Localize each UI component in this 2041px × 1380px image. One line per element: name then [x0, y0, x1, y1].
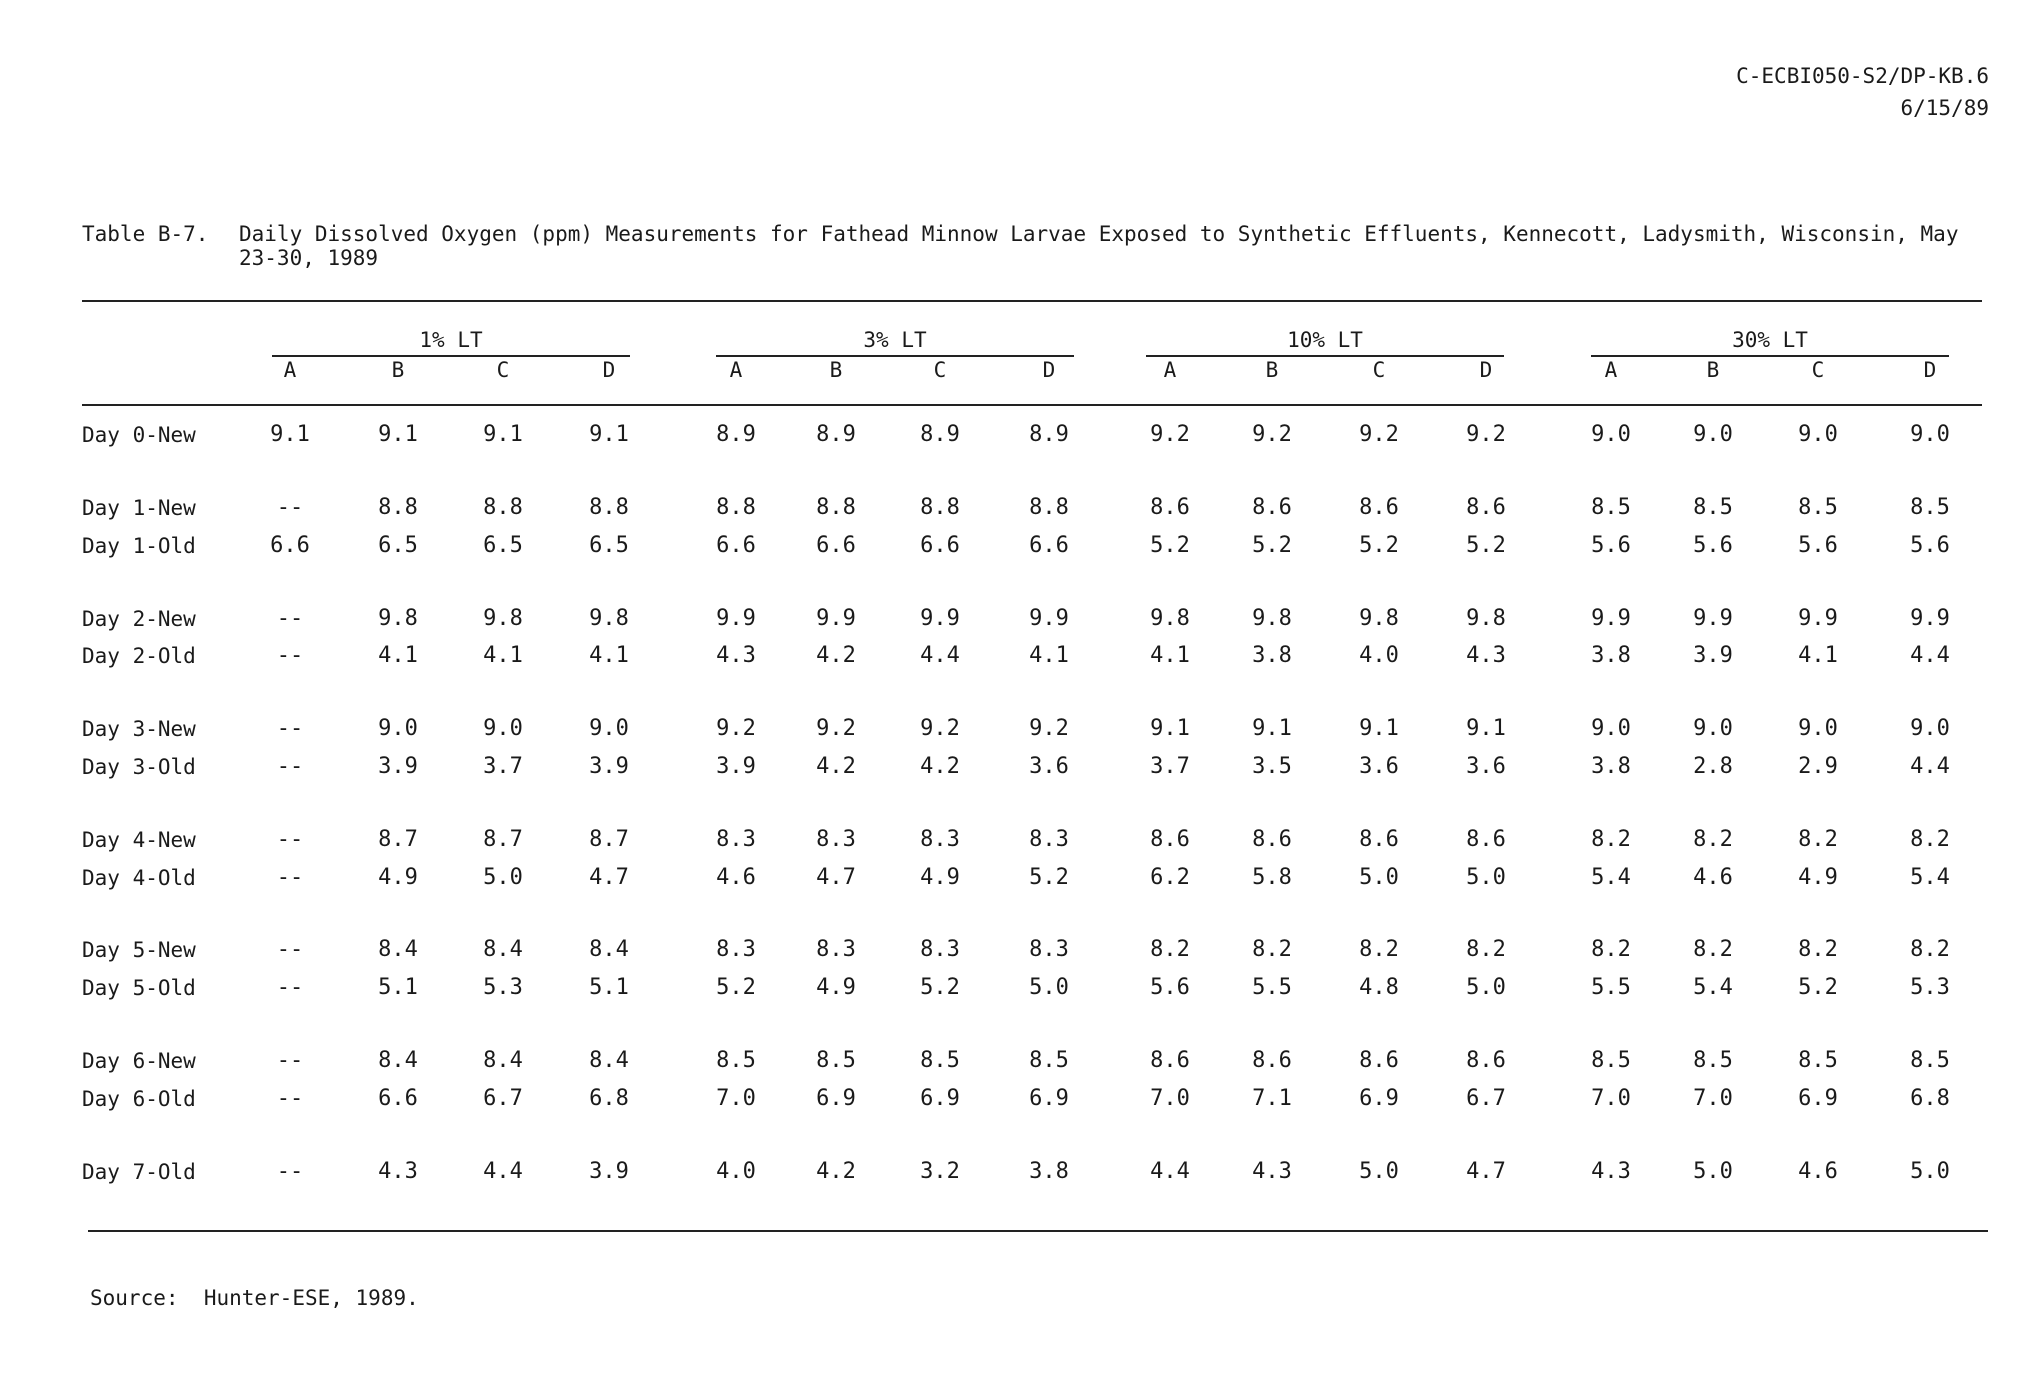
table-cell: 9.2	[1466, 422, 1506, 447]
table-cell: 4.9	[816, 975, 856, 1000]
table-cell: 8.8	[920, 495, 960, 520]
table-cell: 8.8	[716, 495, 756, 520]
table-cell: 8.2	[1150, 937, 1190, 962]
table-cell: --	[276, 827, 304, 852]
table-cell: 8.6	[1466, 827, 1506, 852]
table-cell: 6.2	[1150, 865, 1190, 890]
table-cell: 3.7	[483, 754, 523, 779]
table-cell: 8.5	[1910, 1048, 1950, 1073]
row-label: Day 6-New	[82, 1049, 196, 1073]
table-cell: 9.8	[589, 606, 629, 631]
table-cell: 4.7	[816, 865, 856, 890]
table-cell: 8.2	[1591, 827, 1631, 852]
table-cell: 9.0	[1591, 422, 1631, 447]
table-cell: 9.0	[483, 716, 523, 741]
table-cell: 8.4	[483, 1048, 523, 1073]
row-label: Day 5-New	[82, 938, 196, 962]
table-cell: 3.9	[589, 754, 629, 779]
table-cell: 9.8	[1252, 606, 1292, 631]
table-cell: 8.2	[1910, 827, 1950, 852]
table-cell: 8.4	[589, 937, 629, 962]
table-cell: 5.6	[1693, 533, 1733, 558]
table-cell: 6.6	[716, 533, 756, 558]
table-cell: 5.0	[1359, 865, 1399, 890]
table-cell: 6.9	[1798, 1086, 1838, 1111]
table-cell: 7.0	[716, 1086, 756, 1111]
column-header: C	[496, 358, 510, 382]
table-cell: 8.3	[920, 827, 960, 852]
table-cell: 8.2	[1798, 937, 1838, 962]
table-cell: 5.6	[1150, 975, 1190, 1000]
table-cell: 4.2	[816, 754, 856, 779]
group-label: 30% LT	[1732, 328, 1808, 352]
table-cell: 8.6	[1466, 495, 1506, 520]
table-cell: 6.6	[1029, 533, 1069, 558]
row-label: Day 3-New	[82, 717, 196, 741]
table-cell: 3.6	[1359, 754, 1399, 779]
table-cell: 9.8	[483, 606, 523, 631]
table-cell: --	[276, 1086, 304, 1111]
table-cell: 4.9	[1798, 865, 1838, 890]
group-label: 1% LT	[419, 328, 483, 352]
table-cell: 4.2	[920, 754, 960, 779]
table-cell: 4.7	[589, 865, 629, 890]
table-cell: 8.2	[1252, 937, 1292, 962]
table-cell: 5.0	[483, 865, 523, 890]
table-cell: 6.8	[1910, 1086, 1950, 1111]
table-cell: --	[276, 937, 304, 962]
table-cell: 8.7	[483, 827, 523, 852]
table-cell: 9.9	[716, 606, 756, 631]
table-cell: 8.4	[378, 1048, 418, 1073]
table-cell: 4.4	[1910, 754, 1950, 779]
table-cell: --	[276, 495, 304, 520]
table-cell: 8.5	[716, 1048, 756, 1073]
table-cell: 9.0	[1798, 716, 1838, 741]
table-cell: 5.2	[1252, 533, 1292, 558]
table-cell: 9.0	[1693, 716, 1733, 741]
table-cell: 9.2	[920, 716, 960, 741]
table-cell: 4.6	[716, 865, 756, 890]
table-cell: 9.2	[1252, 422, 1292, 447]
row-label: Day 1-Old	[82, 534, 196, 558]
table-cell: 5.5	[1591, 975, 1631, 1000]
table-cell: 9.0	[589, 716, 629, 741]
table-cell: 8.5	[1910, 495, 1950, 520]
table-cell: 3.8	[1591, 754, 1631, 779]
table-cell: 8.5	[920, 1048, 960, 1073]
table-cell: 8.8	[483, 495, 523, 520]
row-label: Day 6-Old	[82, 1087, 196, 1111]
table-cell: 4.4	[920, 643, 960, 668]
table-cell: 8.9	[1029, 422, 1069, 447]
table-cell: 8.5	[1798, 1048, 1838, 1073]
table-cell: 6.7	[483, 1086, 523, 1111]
source-label: Source:	[90, 1286, 179, 1310]
table-cell: 8.5	[816, 1048, 856, 1073]
table-cell: --	[276, 1048, 304, 1073]
table-cell: 9.0	[1693, 422, 1733, 447]
table-cell: 9.9	[1798, 606, 1838, 631]
table-cell: 9.1	[378, 422, 418, 447]
column-header: D	[1042, 358, 1056, 382]
table-cell: 8.6	[1359, 495, 1399, 520]
row-label: Day 0-New	[82, 423, 196, 447]
table-cell: 9.2	[1150, 422, 1190, 447]
table-cell: 4.2	[816, 1159, 856, 1184]
document-date: 6/15/89	[1900, 96, 1989, 120]
table-cell: 5.2	[1359, 533, 1399, 558]
table-cell: 9.0	[1798, 422, 1838, 447]
column-header: A	[729, 358, 743, 382]
table-cell: 5.5	[1252, 975, 1292, 1000]
group-header	[1146, 328, 1504, 352]
table-cell: 3.8	[1029, 1159, 1069, 1184]
table-cell: 6.9	[1359, 1086, 1399, 1111]
table-cell: 8.2	[1466, 937, 1506, 962]
table-cell: 5.0	[1466, 865, 1506, 890]
table-cell: 4.3	[1591, 1159, 1631, 1184]
group-label: 3% LT	[863, 328, 927, 352]
table-cell: 5.2	[1798, 975, 1838, 1000]
table-cell: 5.4	[1693, 975, 1733, 1000]
table-cell: 2.9	[1798, 754, 1838, 779]
table-cell: 8.5	[1591, 495, 1631, 520]
table-cell: 4.1	[483, 643, 523, 668]
table-cell: 3.8	[1252, 643, 1292, 668]
table-cell: 8.5	[1693, 495, 1733, 520]
table-cell: 8.5	[1029, 1048, 1069, 1073]
group-underline	[716, 355, 1074, 357]
table-cell: 8.6	[1466, 1048, 1506, 1073]
source-note	[90, 1286, 419, 1310]
group-label: 10% LT	[1287, 328, 1363, 352]
table-cell: 8.2	[1798, 827, 1838, 852]
table-cell: 8.3	[716, 937, 756, 962]
table-cell: 8.3	[1029, 827, 1069, 852]
table-cell: 5.4	[1910, 865, 1950, 890]
table-cell: 3.8	[1591, 643, 1631, 668]
table-cell: 9.8	[378, 606, 418, 631]
table-cell: 9.8	[1466, 606, 1506, 631]
table-cell: 4.1	[589, 643, 629, 668]
table-cell: 5.2	[1150, 533, 1190, 558]
table-cell: 3.6	[1466, 754, 1506, 779]
table-cell: 8.5	[1798, 495, 1838, 520]
table-cell: 8.6	[1252, 827, 1292, 852]
table-cell: 4.9	[920, 865, 960, 890]
table-cell: 8.3	[816, 937, 856, 962]
table-cell: 8.2	[1910, 937, 1950, 962]
table-cell: 5.0	[1693, 1159, 1733, 1184]
table-cell: 4.3	[716, 643, 756, 668]
row-label: Day 4-New	[82, 828, 196, 852]
top-rule	[82, 300, 1982, 302]
table-cell: 8.5	[1591, 1048, 1631, 1073]
column-header: D	[1479, 358, 1493, 382]
source-text: Hunter-ESE, 1989.	[203, 1286, 419, 1310]
table-cell: 5.6	[1798, 533, 1838, 558]
table-cell: 5.2	[920, 975, 960, 1000]
table-cell: 4.0	[716, 1159, 756, 1184]
table-cell: 4.3	[1252, 1159, 1292, 1184]
row-label: Day 3-Old	[82, 755, 196, 779]
group-underline	[1591, 355, 1949, 357]
table-cell: 8.2	[1693, 937, 1733, 962]
table-cell: 8.3	[716, 827, 756, 852]
table-title: Daily Dissolved Oxygen (ppm) Measurements for Fathead Minnow Larvae Exposed to Synthetic Effluents, Kennecott, Ladysmith, Wisconsin, May 23-30, 1989	[239, 222, 1959, 270]
table-cell: 8.7	[378, 827, 418, 852]
table-cell: --	[276, 754, 304, 779]
table-cell: 8.9	[920, 422, 960, 447]
group-underline	[1146, 355, 1504, 357]
row-label: Day 2-Old	[82, 644, 196, 668]
table-cell: 4.1	[378, 643, 418, 668]
table-cell: 8.9	[816, 422, 856, 447]
table-cell: 5.4	[1591, 865, 1631, 890]
table-cell: 3.9	[1693, 643, 1733, 668]
table-cell: 9.1	[1252, 716, 1292, 741]
row-label: Day 1-New	[82, 496, 196, 520]
row-label: Day 2-New	[82, 607, 196, 631]
table-cell: 9.0	[1910, 716, 1950, 741]
table-cell: 6.5	[589, 533, 629, 558]
table-cell: 4.9	[378, 865, 418, 890]
table-cell: 9.8	[1359, 606, 1399, 631]
group-header	[716, 328, 1074, 352]
table-cell: 9.2	[816, 716, 856, 741]
table-cell: 8.8	[378, 495, 418, 520]
column-header: C	[1811, 358, 1825, 382]
column-header: C	[933, 358, 947, 382]
table-cell: 8.8	[589, 495, 629, 520]
table-cell: 9.9	[1693, 606, 1733, 631]
table-cell: 3.6	[1029, 754, 1069, 779]
table-cell: 8.3	[816, 827, 856, 852]
table-cell: 9.1	[589, 422, 629, 447]
table-cell: 8.3	[920, 937, 960, 962]
table-cell: 5.3	[483, 975, 523, 1000]
column-header: A	[1163, 358, 1177, 382]
table-cell: 4.6	[1798, 1159, 1838, 1184]
table-cell: 7.0	[1150, 1086, 1190, 1111]
table-cell: 8.6	[1359, 1048, 1399, 1073]
table-cell: 5.3	[1910, 975, 1950, 1000]
column-header: A	[1604, 358, 1618, 382]
table-cell: 9.2	[716, 716, 756, 741]
table-cell: --	[276, 865, 304, 890]
table-cell: 6.7	[1466, 1086, 1506, 1111]
table-cell: 6.9	[1029, 1086, 1069, 1111]
column-header: B	[1265, 358, 1279, 382]
table-cell: 8.6	[1359, 827, 1399, 852]
table-cell: 6.6	[378, 1086, 418, 1111]
table-cell: 9.0	[378, 716, 418, 741]
table-cell: --	[276, 975, 304, 1000]
table-cell: 4.7	[1466, 1159, 1506, 1184]
table-cell: 9.0	[1910, 422, 1950, 447]
table-cell: 9.2	[1029, 716, 1069, 741]
table-cell: 3.9	[589, 1159, 629, 1184]
table-cell: 9.9	[1029, 606, 1069, 631]
column-header: B	[1706, 358, 1720, 382]
row-label: Day 4-Old	[82, 866, 196, 890]
table-cell: 4.0	[1359, 643, 1399, 668]
table-cell: 5.0	[1910, 1159, 1950, 1184]
table-cell: 2.8	[1693, 754, 1733, 779]
column-header: A	[283, 358, 297, 382]
table-cell: 6.9	[920, 1086, 960, 1111]
table-cell: 4.3	[1466, 643, 1506, 668]
table-cell: 9.1	[1359, 716, 1399, 741]
column-header: B	[829, 358, 843, 382]
header-rule	[82, 404, 1982, 406]
table-cell: 9.8	[1150, 606, 1190, 631]
table-cell: 5.0	[1029, 975, 1069, 1000]
table-cell: 5.0	[1359, 1159, 1399, 1184]
table-cell: 5.8	[1252, 865, 1292, 890]
table-cell: 9.1	[1466, 716, 1506, 741]
table-cell: 6.6	[920, 533, 960, 558]
table-cell: 8.8	[816, 495, 856, 520]
table-cell: 5.0	[1466, 975, 1506, 1000]
table-cell: --	[276, 1159, 304, 1184]
table-cell: 9.9	[1591, 606, 1631, 631]
table-cell: 3.2	[920, 1159, 960, 1184]
table-cell: 6.6	[816, 533, 856, 558]
table-cell: 4.1	[1798, 643, 1838, 668]
table-cell: 4.1	[1029, 643, 1069, 668]
table-cell: 6.5	[378, 533, 418, 558]
row-label: Day 7-Old	[82, 1160, 196, 1184]
table-cell: 9.1	[1150, 716, 1190, 741]
table-cell: 5.6	[1910, 533, 1950, 558]
table-cell: 8.4	[378, 937, 418, 962]
group-header	[272, 328, 630, 352]
table-cell: 8.6	[1252, 495, 1292, 520]
table-cell: 9.0	[1591, 716, 1631, 741]
table-cell: 9.1	[483, 422, 523, 447]
table-cell: 8.3	[1029, 937, 1069, 962]
row-label: Day 5-Old	[82, 976, 196, 1000]
table-cell: 3.9	[716, 754, 756, 779]
table-cell: 8.4	[589, 1048, 629, 1073]
table-cell: 8.4	[483, 937, 523, 962]
table-cell: 4.3	[378, 1159, 418, 1184]
table-cell: 8.2	[1359, 937, 1399, 962]
table-cell: 4.6	[1693, 865, 1733, 890]
table-cell: 9.1	[270, 422, 310, 447]
table-cell: 5.2	[716, 975, 756, 1000]
table-cell: --	[276, 716, 304, 741]
table-cell: 9.9	[920, 606, 960, 631]
table-cell: 8.6	[1150, 495, 1190, 520]
column-header: B	[391, 358, 405, 382]
table-cell: 8.5	[1693, 1048, 1733, 1073]
table-cell: 5.2	[1466, 533, 1506, 558]
table-cell: 8.6	[1150, 827, 1190, 852]
table-cell: 8.7	[589, 827, 629, 852]
table-cell: 8.6	[1150, 1048, 1190, 1073]
table-cell: 6.6	[270, 533, 310, 558]
table-cell: 9.9	[1910, 606, 1950, 631]
table-cell: 9.2	[1359, 422, 1399, 447]
table-cell: 4.8	[1359, 975, 1399, 1000]
document-header	[1736, 60, 1989, 124]
column-header: D	[1923, 358, 1937, 382]
table-cell: 4.4	[1910, 643, 1950, 668]
table-cell: 5.1	[378, 975, 418, 1000]
table-cell: 8.2	[1693, 827, 1733, 852]
table-cell: 8.6	[1252, 1048, 1292, 1073]
group-header	[1591, 328, 1949, 352]
table-cell: 4.2	[816, 643, 856, 668]
table-cell: 5.2	[1029, 865, 1069, 890]
column-header: D	[602, 358, 616, 382]
table-cell: 5.6	[1591, 533, 1631, 558]
table-cell: 6.5	[483, 533, 523, 558]
table-number: Table B-7.	[82, 222, 209, 246]
table-cell: --	[276, 606, 304, 631]
group-underline	[272, 355, 630, 357]
table-cell: 6.9	[816, 1086, 856, 1111]
table-cell: 7.0	[1693, 1086, 1733, 1111]
document-id: C-ECBI050-S2/DP-KB.6	[1736, 64, 1989, 88]
table-cell: 4.1	[1150, 643, 1190, 668]
table-cell: 3.5	[1252, 754, 1292, 779]
table-cell: 6.8	[589, 1086, 629, 1111]
table-cell: 9.9	[816, 606, 856, 631]
table-cell: 8.8	[1029, 495, 1069, 520]
table-cell: 3.9	[378, 754, 418, 779]
table-cell: 7.1	[1252, 1086, 1292, 1111]
table-cell: 5.1	[589, 975, 629, 1000]
table-cell: 8.9	[716, 422, 756, 447]
bottom-rule	[88, 1230, 1988, 1232]
table-cell: --	[276, 643, 304, 668]
table-cell: 4.4	[483, 1159, 523, 1184]
table-cell: 8.2	[1591, 937, 1631, 962]
table-cell: 4.4	[1150, 1159, 1190, 1184]
table-cell: 7.0	[1591, 1086, 1631, 1111]
table-cell: 3.7	[1150, 754, 1190, 779]
column-header: C	[1372, 358, 1386, 382]
